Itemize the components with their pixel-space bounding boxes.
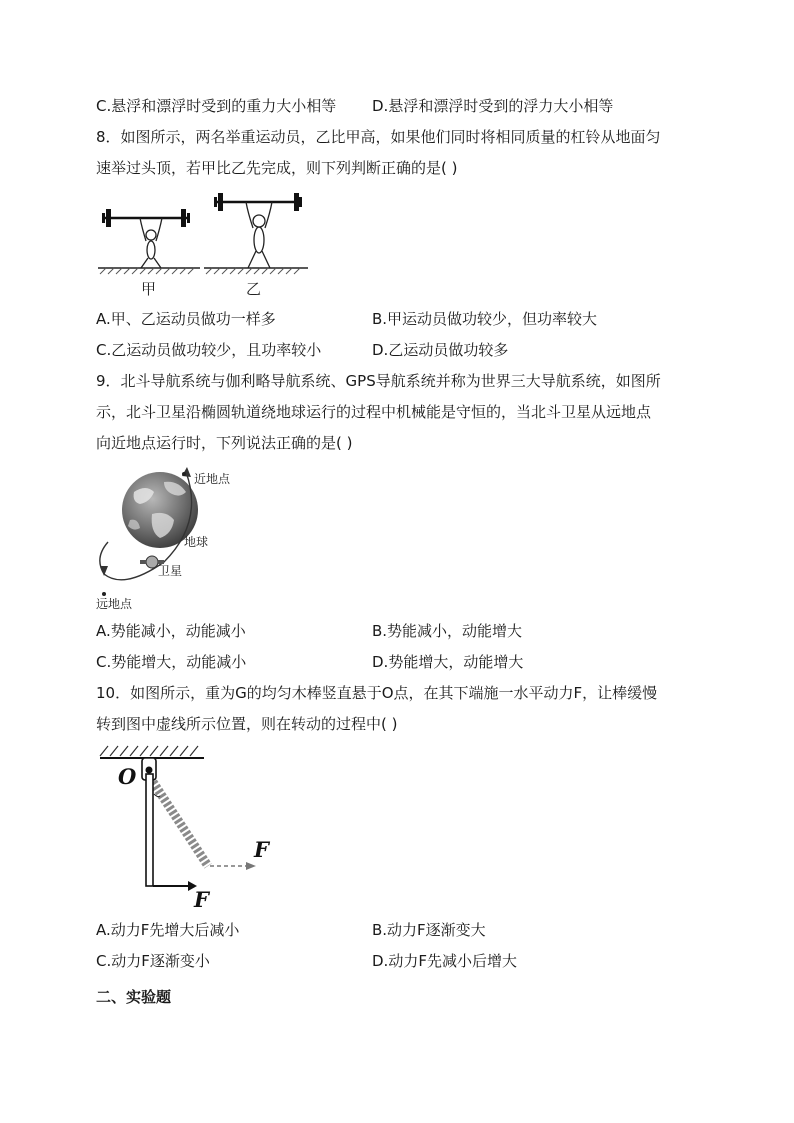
barbell-yi [214, 193, 302, 211]
q9-option-a: A.势能减小，动能减小 [96, 622, 246, 640]
q8-option-b: B.甲运动员做功较少，但功率较大 [372, 310, 598, 328]
label-f-solid: F [194, 887, 209, 912]
q10-stem-line1: 10．如图所示，重为G的均匀木棒竖直悬于O点，在其下端施一水平动力F，让棒缓慢 [96, 684, 658, 702]
q9-option-b: B.势能减小，动能增大 [372, 622, 523, 640]
pivot-point [146, 767, 153, 774]
q7-option-c: C.悬浮和漂浮时受到的重力大小相等 [96, 97, 337, 115]
q8-figure [96, 188, 312, 300]
rod-vertical [146, 774, 153, 886]
section-title: 二、实验题 [96, 988, 172, 1006]
athlete-yi [246, 202, 272, 268]
athlete-jia [140, 218, 162, 268]
rod-rotated [153, 782, 208, 866]
label-earth: 地球 [184, 535, 209, 549]
label-o: O [118, 764, 137, 789]
q7-option-d: D.悬浮和漂浮时受到的浮力大小相等 [372, 97, 614, 115]
q10-option-b: B.动力F逐渐变大 [372, 921, 486, 939]
label-apogee: 远地点 [96, 597, 133, 611]
label-yi: 乙 [246, 280, 262, 298]
ceiling [100, 746, 204, 758]
q9-stem-line2: 示，北斗卫星沿椭圆轨道绕地球运行的过程中机械能是守恒的，当北斗卫星从远地点 [96, 403, 652, 421]
q10-option-c: C.动力F逐渐变小 [96, 952, 210, 970]
q8-option-a: A.甲、乙运动员做功一样多 [96, 310, 276, 328]
q8-option-d: D.乙运动员做功较多 [372, 341, 509, 359]
q10-option-d: D.动力F先减小后增大 [372, 952, 517, 970]
q10-option-a: A.动力F先增大后减小 [96, 921, 240, 939]
label-f-dashed: F [254, 837, 269, 862]
barbell-jia [102, 209, 190, 227]
label-perigee: 近地点 [194, 472, 231, 486]
q10-figure [96, 742, 276, 912]
orbit-arrow-apogee-icon [100, 566, 108, 576]
q10-stem-line2: 转到图中虚线所示位置，则在转动的过程中( ) [96, 715, 398, 733]
q8-stem-line1: 8．如图所示，两名举重运动员，乙比甲高，如果他们同时将相同质量的杠铃从地面匀 [96, 128, 661, 146]
force-arrow-dashed-head-icon [246, 862, 256, 870]
q9-stem-line1: 9．北斗导航系统与伽利略导航系统、GPS导航系统并称为世界三大导航系统，如图所 [96, 372, 661, 390]
q9-stem-line3: 向近地点运行时，下列说法正确的是( ) [96, 434, 353, 452]
label-jia: 甲 [141, 280, 157, 298]
label-satellite: 卫星 [158, 564, 183, 578]
q8-option-c: C.乙运动员做功较少，且功率较小 [96, 341, 322, 359]
q9-option-d: D.势能增大，动能增大 [372, 653, 524, 671]
q9-option-c: C.势能增大，动能减小 [96, 653, 247, 671]
q8-stem-line2: 速举过头顶，若甲比乙先完成，则下列判断正确的是( ) [96, 159, 458, 177]
q9-figure [94, 462, 254, 612]
